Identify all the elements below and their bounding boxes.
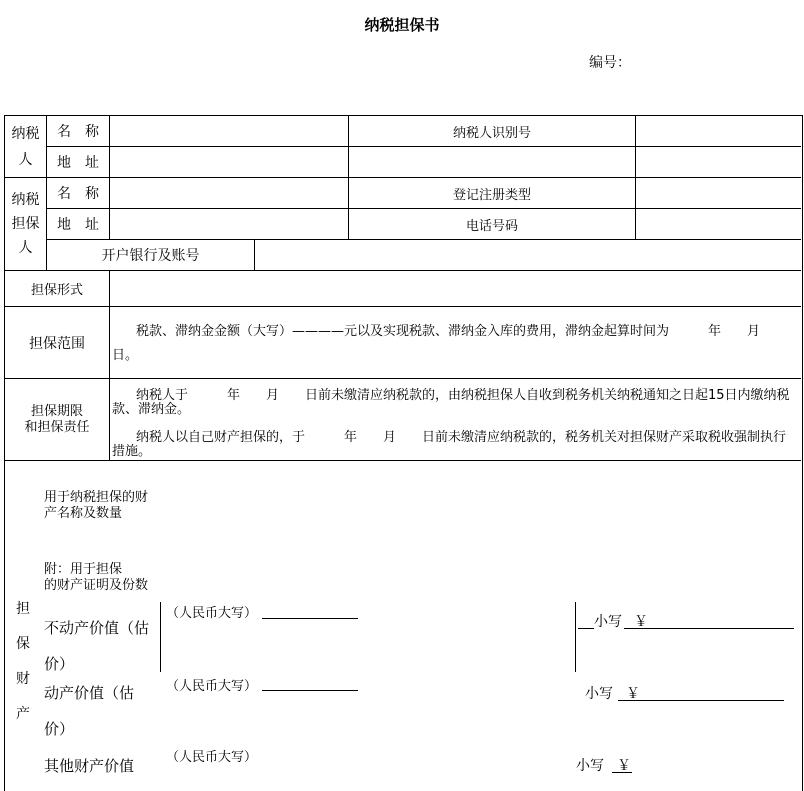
other-small-line [612, 772, 632, 773]
guarantee-scope-label: 担保范围 [29, 335, 85, 352]
other-rmb-upper-label: （人民币大写） [166, 750, 258, 765]
rule-taxpayer-name-bottom [46, 146, 801, 147]
guarantor-phone-label: 电话号码 [465, 218, 518, 234]
movable-value-label [44, 675, 134, 747]
property-names-line2: 产名称及数量 [44, 506, 123, 521]
rule-section-label-right [109, 270, 110, 460]
guarantor-group-label [5, 178, 46, 270]
guarantee-scope-text: 税款、滞纳金金额（大写）————元以及实现税款、滞纳金入库的费用，滞纳金起算时间为 年 月 日。 [112, 324, 787, 363]
property-names-line1: 用于纳税担保的财 [44, 490, 149, 505]
movable-rmb-upper-line [262, 690, 358, 691]
rule-bank-label-right [254, 239, 255, 270]
taxpayer-address-label: 地 址 [57, 155, 99, 171]
property-vertical-char: 产 [16, 706, 30, 722]
guarantor-address-label: 地 址 [57, 217, 99, 233]
guarantor-group-label-line3: 人 [18, 240, 33, 256]
taxpayer-id-label: 纳税人识别号 [452, 125, 531, 141]
property-vertical-label [8, 592, 38, 732]
movable-currency-symbol: ￥ [626, 686, 640, 702]
serial-number-label: 编号： [589, 55, 631, 71]
document-title: 纳税担保书 [364, 16, 440, 34]
other-currency-symbol: ￥ [617, 758, 631, 774]
guarantee-form-label: 担保形式 [30, 283, 83, 298]
guarantor-reg-type-label: 登记注册类型 [452, 187, 531, 203]
movable-rmb-upper-label: （人民币大写） [166, 679, 258, 694]
guarantee-period-label-line2: 和担保责任 [24, 419, 90, 435]
property-attachments-line2: 的财产证明及份数 [44, 578, 149, 593]
other-small-label: 小写 [576, 758, 604, 774]
property-names-label [44, 490, 148, 522]
rule-period-bottom [4, 460, 801, 461]
movable-small-label: 小写 [585, 686, 613, 702]
guarantee-period-label-line1: 担保期限 [30, 403, 83, 419]
taxpayer-group-label-line1: 纳税 [11, 125, 40, 142]
movable-label-line1: 动产价值（估 [44, 684, 135, 702]
real-estate-small-line [624, 628, 794, 629]
taxpayer-group-label-line2: 人 [18, 151, 33, 168]
guarantee-period-para2: 纳税人以自己财产担保的，于 年 月 日前未缴清应纳税款的，税务机关对担保财产采取税收强制执行措施。 [112, 430, 787, 459]
guarantor-bank-label: 开户银行及账号 [101, 248, 200, 264]
real-estate-label-line2: 价） [44, 655, 75, 673]
property-attachments-line1: 附：用于担保 [44, 562, 123, 577]
property-vertical-char: 保 [16, 636, 30, 652]
taxpayer-group-label [5, 116, 46, 177]
real-estate-currency-symbol: ￥ [634, 614, 648, 630]
real-estate-small-label: 小写 [594, 614, 622, 630]
real-estate-label-line1: 不动产价值（估 [44, 619, 150, 637]
real-estate-rmb-upper-line [262, 618, 358, 619]
real-estate-small-leadline [578, 628, 594, 629]
property-attachments-label [44, 562, 148, 594]
guarantee-period-label [5, 379, 109, 460]
property-vertical-char: 财 [16, 671, 30, 687]
guarantor-group-label-line1: 纳税 [11, 192, 40, 208]
other-value-label: 其他财产价值 [44, 757, 135, 775]
guarantee-period-para1: 纳税人于 年 月 日前未缴清应纳税款的，由纳税担保人自收到税务机关纳税通知之日起15日内缴纳税款、滞纳金。 [112, 388, 790, 417]
real-estate-value-label [44, 610, 149, 682]
real-estate-rmb-upper-label: （人民币大写） [166, 606, 258, 621]
property-vertical-char: 担 [16, 601, 30, 617]
rule-property-inner-left [160, 602, 161, 672]
rule-field-label-right [109, 115, 110, 239]
rule-guarantor-bottom [4, 270, 801, 271]
rule-scope-bottom [4, 378, 801, 379]
rule-form-bottom [4, 306, 801, 307]
movable-small-line [618, 700, 784, 701]
taxpayer-name-label: 名 称 [57, 124, 99, 140]
rule-property-inner-right [575, 602, 576, 672]
guarantor-name-label: 名 称 [57, 186, 99, 202]
rule-sub-label-right [635, 115, 636, 239]
guarantor-group-label-line2: 担保 [11, 216, 40, 232]
movable-label-line2: 价） [44, 720, 75, 738]
